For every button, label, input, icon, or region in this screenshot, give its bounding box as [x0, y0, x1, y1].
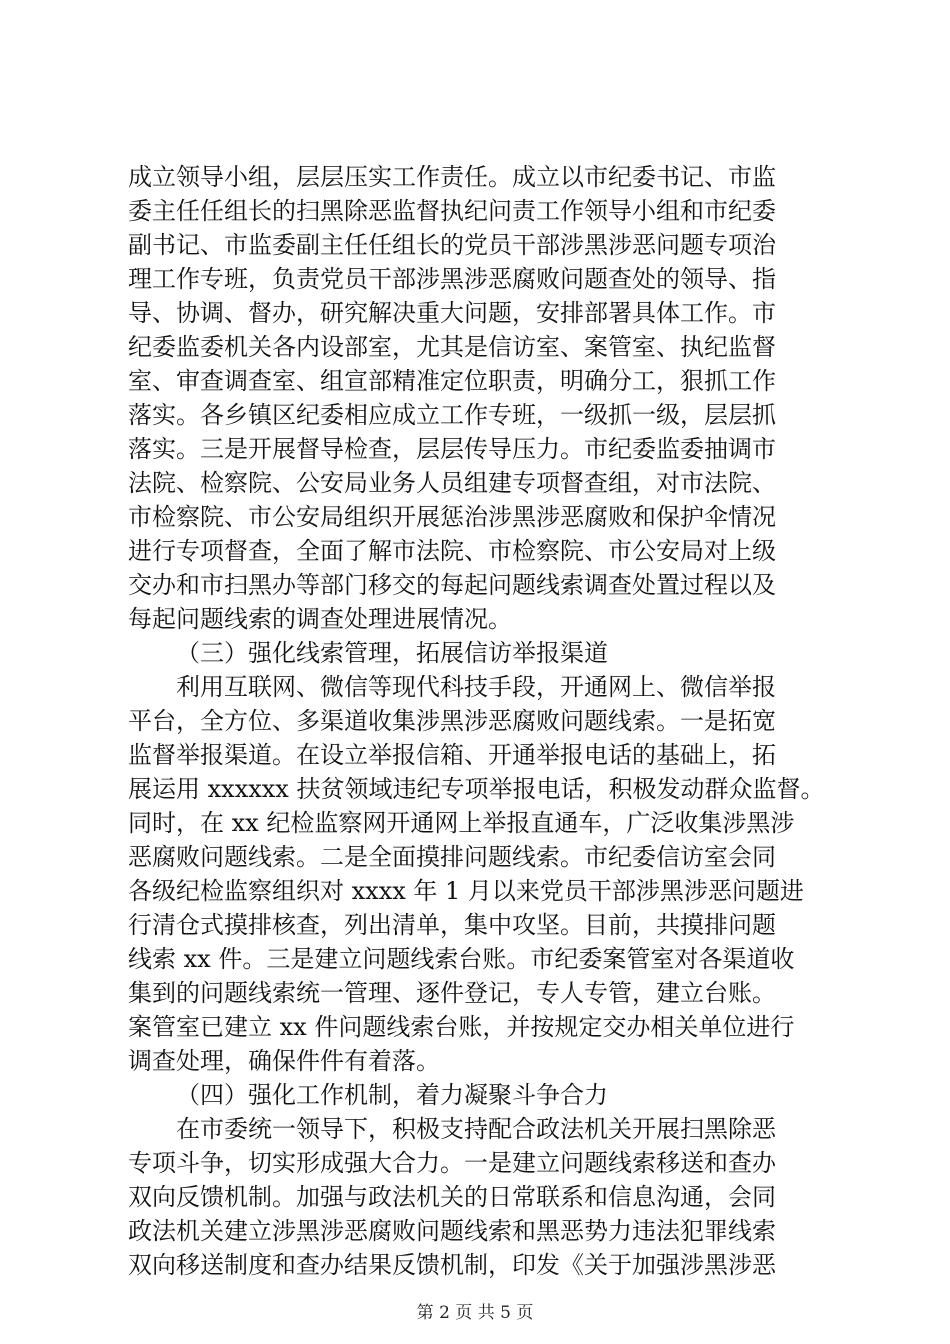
paragraph-line: 理工作专班，负责党员干部涉黑涉恶腐败问题查处的领导、指 — [128, 265, 776, 293]
paragraph-line: 线索 xx 件。三是建立问题线索台账。市纪委案管室对各渠道收 — [128, 945, 795, 973]
paragraph-line: 双向反馈机制。加强与政法机关的日常联系和信息沟通，会同 — [128, 1183, 776, 1211]
paragraph-line: 同时，在 xx 纪检监察网开通网上举报直通车，广泛收集涉黑涉 — [128, 809, 795, 837]
paragraph-line: 恶腐败问题线索。二是全面摸排问题线索。市纪委信访室会同 — [128, 843, 776, 871]
section-heading: （四）强化工作机制，着力凝聚斗争合力 — [176, 1081, 608, 1109]
paragraph-line: 专项斗争，切实形成强大合力。一是建立问题线索移送和查办 — [128, 1149, 776, 1177]
paragraph-line: 平台，全方位、多渠道收集涉黑涉恶腐败问题线索。一是拓宽 — [128, 707, 776, 735]
section-heading: （三）强化线索管理，拓展信访举报渠道 — [176, 639, 608, 667]
paragraph-line: 集到的问题线索统一管理、逐件登记，专人专管，建立台账。 — [128, 979, 776, 1007]
paragraph-line: 进行专项督查，全面了解市法院、市检察院、市公安局对上级 — [128, 537, 776, 565]
paragraph-line: 在市委统一领导下，积极支持配合政法机关开展扫黑除恶 — [176, 1115, 776, 1143]
paragraph-line: 交办和市扫黑办等部门移交的每起问题线索调查处置过程以及 — [128, 571, 776, 599]
paragraph-line: 委主任任组长的扫黑除恶监督执纪问责工作领导小组和市纪委 — [128, 197, 776, 225]
paragraph-line: 各级纪检监察组织对 xxxx 年 1 月以来党员干部涉黑涉恶问题进 — [128, 877, 804, 905]
paragraph-line: 利用互联网、微信等现代科技手段，开通网上、微信举报 — [176, 673, 776, 701]
paragraph-line: 监督举报渠道。在设立举报信箱、开通举报电话的基础上，拓 — [128, 741, 776, 769]
paragraph-line: 展运用 xxxxxx 扶贫领域违纪专项举报电话，积极发动群众监督。 — [128, 775, 825, 803]
paragraph-line: 政法机关建立涉黑涉恶腐败问题线索和黑恶势力违法犯罪线索 — [128, 1217, 776, 1245]
paragraph-line: 副书记、市监委副主任任组长的党员干部涉黑涉恶问题专项治 — [128, 231, 776, 259]
paragraph-line: 市检察院、市公安局组织开展惩治涉黑涉恶腐败和保护伞情况 — [128, 503, 776, 531]
paragraph-line: 法院、检察院、公安局业务人员组建专项督查组，对市法院、 — [128, 469, 776, 497]
paragraph-line: 案管室已建立 xx 件问题线索台账，并按规定交办相关单位进行 — [128, 1013, 795, 1041]
paragraph-line: 双向移送制度和查办结果反馈机制，印发《关于加强涉黑涉恶 — [128, 1251, 776, 1279]
page-footer: 第 2 页 共 5 页 — [416, 1303, 534, 1323]
document-body — [128, 160, 828, 1282]
paragraph-line: 导、协调、督办，研究解决重大问题，安排部署具体工作。市 — [128, 299, 776, 327]
paragraph-line: 落实。各乡镇区纪委相应成立工作专班，一级抓一级，层层抓 — [128, 401, 776, 429]
paragraph-line: 调查处理，确保件件有着落。 — [128, 1047, 440, 1075]
paragraph-line: 成立领导小组，层层压实工作责任。成立以市纪委书记、市监 — [128, 163, 776, 191]
paragraph-line: 纪委监委机关各内设部室，尤其是信访室、案管室、执纪监督 — [128, 333, 776, 361]
paragraph-line: 室、审查调查室、组宣部精准定位职责，明确分工，狠抓工作 — [128, 367, 776, 395]
paragraph-line: 落实。三是开展督导检查，层层传导压力。市纪委监委抽调市 — [128, 435, 776, 463]
paragraph-line: 行清仓式摸排核查，列出清单，集中攻坚。目前，共摸排问题 — [128, 911, 776, 939]
paragraph-line: 每起问题线索的调查处理进展情况。 — [128, 605, 512, 633]
